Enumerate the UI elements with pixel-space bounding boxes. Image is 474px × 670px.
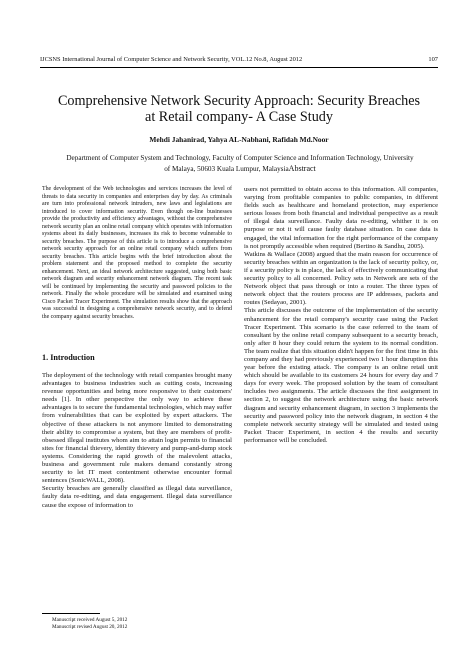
affiliation-line-2: of Malaya, 50603 Kuala Lumpur, Malaysia xyxy=(164,164,289,173)
introduction-right-column xyxy=(244,186,438,445)
footnote-rule xyxy=(42,613,100,614)
title-line-2: at Retail company- A Case Study xyxy=(145,109,333,125)
header-rule xyxy=(40,67,438,68)
section-heading-introduction: 1. Introduction xyxy=(42,353,95,362)
journal-name: IJCSNS International Journal of Computer Science and Network Security, VOL.12 No.8, August 2012 xyxy=(40,56,303,63)
affiliation xyxy=(42,154,438,174)
right-paragraph-3: This article discusses the outcome of the implementation of the security enhancement for the retail company's security case using the Packet Tracer Experiment. This scenario is the case referred to the team of consultant by the online retail company subsequent to a security breach, only after 8 hour they could return the system to its normal condition. The team realize that this situation didn't happen for the first time in this company and they had previously experienced two 1 hour disruption this year before the existing attack. The company is an online retail unit which should be available to its customers 24 hours for every day and 7 days for every week. The proposed solution by the team of consultant includes two assignments. The article discusses the first assignment in section 2, to suggest the network architecture using the basic network diagram and security enhancement diagram, in section 3 implements the security and password policy into the network diagram, in section 4 the complete network security strategy will be simulated and tested using Packet Tracer Experiment, in section 4 the results and security performance will be concluded. xyxy=(244,307,438,444)
running-header xyxy=(40,56,438,64)
page-number: 107 xyxy=(428,56,438,63)
abstract-text xyxy=(42,186,232,321)
title-line-1: Comprehensive Network Security Approach: Security Breaches xyxy=(57,93,421,109)
abstract-paragraph: The development of the Web technologies and services increases the level of threats to data security in companies and enterprises day by day. As criminals are turn into professional network intruders, new laws and legislations are introduced to cover information security. Even though on-line businesses provide the productivity and efficiency advantages, without the comprehensive network security plan an online retail company which operates with information systems about its daily businesses, increases its risk to become vulnerable to security breaches. The purpose of this article is to introduce a comprehensive network security approach for an online retail company which suffers from security breaches. This article begins with the brief introduction about the problem statement and the proposed method to complete the security enhancement. Next, an ideal network architecture suggested, using both basic network diagram and security enhancement network diagram. The recent task will be continued by implementing the security and password policies to the network. Finally the whole procedure will be simulated and examined using Cisco Packet Tracer Experiment. The simulation results show that the approach was successful in designing a comprehensive network security, and to defend the company against security breaches. xyxy=(42,186,232,320)
intro-paragraph-2: Security breaches are generally classified as illegal data surveillance, faulty data re-editing, and data engagement. Illegal data surveillance cause the expose of information to xyxy=(42,485,232,509)
right-paragraph-2: Watkins & Wallace (2008) argued that the main reason for occurrence of security breaches within an organization is the lack of security policy, or, if a security policy is in place, the lack of effectively communicating that security policy to all concerned. Policy sets in Network are sets of the Network object that pass through or into a router. The three types of network object that the routers process are IP addresses, packets and routes (Sedayao, 2001). xyxy=(244,250,438,307)
paper-title xyxy=(40,93,438,125)
footnote-received: Manuscript received August 5, 2012 xyxy=(52,617,128,623)
footnote-revised: Manuscript revised August 20, 2012 xyxy=(52,624,128,631)
right-paragraph-1: users not permitted to obtain access to this information. All companies, varying from profitable companies to public companies, in different fields such as healthcare and homeland protection, may experience serious losses from both financial and individual perspective as a result of illegal data surveillance. Faulty data re-editing, whither it is on purpose or not it will cause faulty database situation. In case data is engaged, the vital information for the right performance of the company is not promptly accessible when required (Bertino & Sandhu, 2005). xyxy=(244,186,438,250)
introduction-left-column xyxy=(42,372,232,510)
abstract-heading: Abstract xyxy=(288,163,316,173)
footnotes xyxy=(52,617,127,632)
affiliation-line-1: Department of Computer System and Technology, Faculty of Computer Science and Information Technology, University xyxy=(66,154,414,162)
intro-paragraph-1: The deployment of the technology with retail companies brought many advantages to business industries such as cutting costs, increasing revenue opportunities and being more responsive to their customers' needs [1]. In other perspective the only way to achieve these advantages is to secure the fundamental technologies, which may suffer from vulnerabilities that can be exploited by expert attackers. The objective of these attackers is not anymore limited to demonstrating their ability to compromise a system, but they are members of profit-obsessed illegal institutes whom aim to attain login permits to financial sites for financial thievery, identity thievery and pump-and-dump stock systems. Considering the rapid growth of the malevolent attacks, business and government rule makers demand constantly strong security to let IT meet contentment otherwise encounter formal sentences (SonicWALL, 2008). xyxy=(42,372,232,485)
author-list: Mehdi Jahanirad, Yahya AL-Nabhani, Rafidah Md.Noor xyxy=(149,135,329,144)
